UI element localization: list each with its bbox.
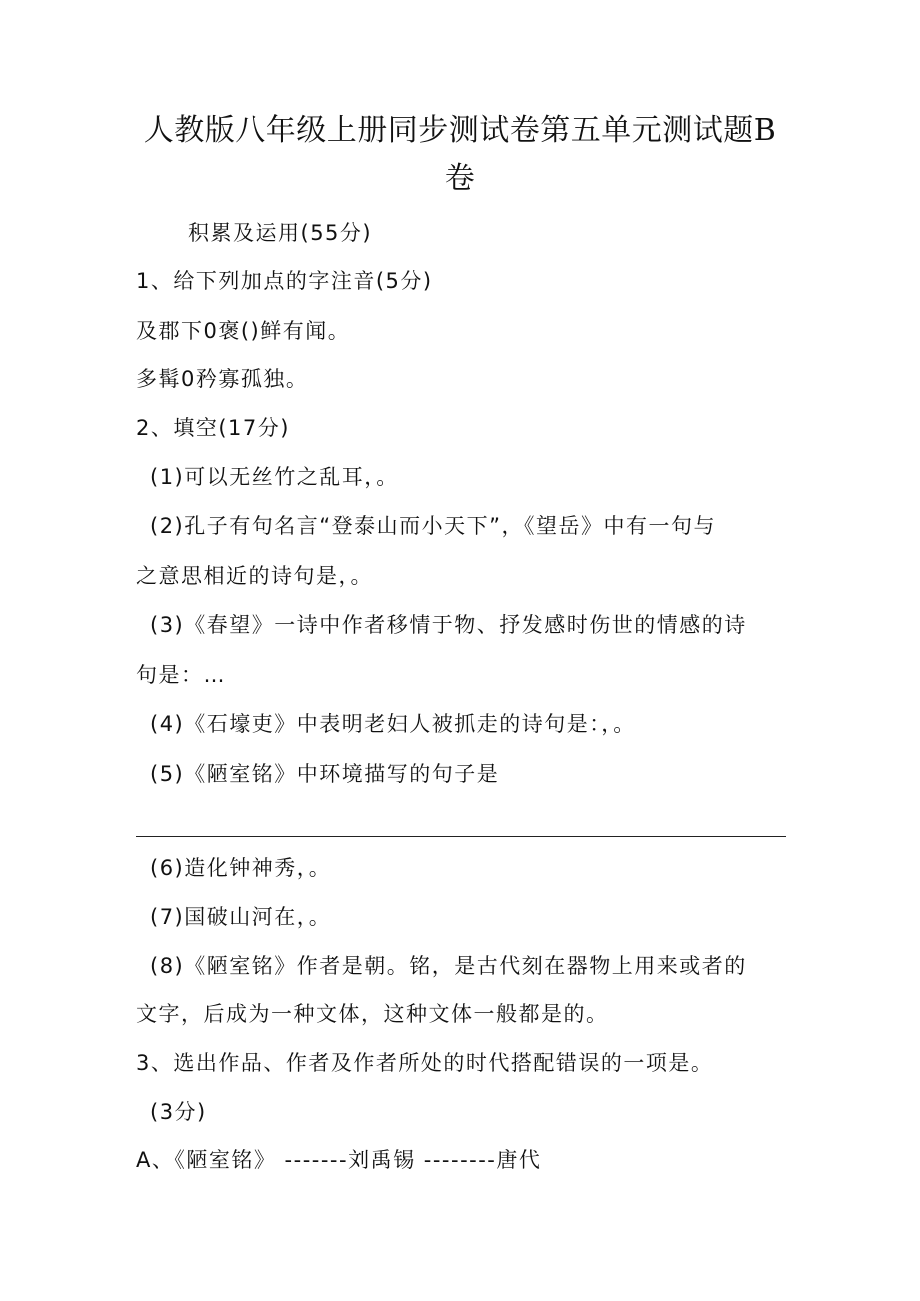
question-2-item-6: (6)造化钟神秀，。 xyxy=(150,856,332,880)
section-heading: 积累及运用(55分) xyxy=(188,221,373,245)
question-2-item-5: (5)《陋室铭》中环境描写的句子是 xyxy=(150,762,500,786)
question-2-item-7: (7)国破山河在，。 xyxy=(150,905,332,929)
question-2-item-2-line-2: 之意思相近的诗句是，。 xyxy=(136,564,373,588)
question-3-stem: 3、选出作品、作者及作者所处的时代搭配错误的一项是。 xyxy=(136,1051,714,1075)
question-1-stem: 1、给下列加点的字注音(5分) xyxy=(136,269,433,293)
question-2-item-3-line-1: (3)《春望》一诗中作者移情于物、抒发感时伤世的情感的诗 xyxy=(150,613,747,637)
question-2-item-1: (1)可以无丝竹之乱耳，。 xyxy=(150,465,399,489)
question-1-line-1: 及郡下0褒()鲜有闻。 xyxy=(136,319,351,343)
question-2-item-8-line-1: (8)《陋室铭》作者是朝。铭，是古代刻在器物上用来或者的 xyxy=(150,954,747,978)
question-2-item-4: (4)《石壕吏》中表明老妇人被抓走的诗句是：，。 xyxy=(150,712,636,736)
answer-blank-line xyxy=(136,836,786,837)
question-2-item-3-line-2: 句是：… xyxy=(136,663,226,687)
question-2-item-8-line-2: 文字，后成为一种文体，这种文体一般都是的。 xyxy=(136,1002,609,1026)
question-3-score: (3分) xyxy=(150,1100,207,1124)
question-2-item-2-line-1: (2)孔子有句名言“登泰山而小天下”，《望岳》中有一句与 xyxy=(150,514,717,538)
question-2-stem: 2、填空(17分) xyxy=(136,416,290,440)
document-title-line-2: 卷 xyxy=(444,161,476,196)
question-3-option-a: A、《陋室铭》 -------刘禹锡 --------唐代 xyxy=(136,1148,542,1172)
document-title-line-1: 人教版八年级上册同步测试卷第五单元测试题B xyxy=(143,113,777,148)
question-1-line-2: 多髯0矜寡孤独。 xyxy=(136,367,309,391)
